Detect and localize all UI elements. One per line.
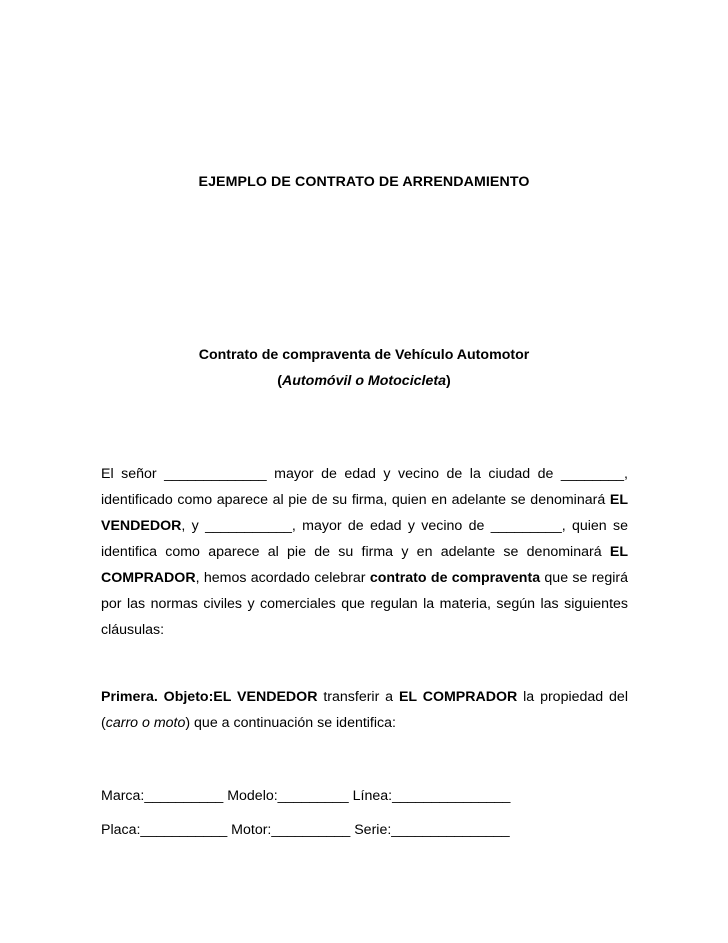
vehicle-fields-row-1: Marca:__________ Modelo:_________ Línea:_______________ (101, 788, 511, 804)
document-title: EJEMPLO DE CONTRATO DE ARRENDAMIENTO (198, 174, 530, 190)
clause-primera-vehicle: carro o moto (105, 715, 186, 731)
contract-subtitle: Contrato de compraventa de Vehículo Automotor (198, 347, 530, 363)
intro-paragraph (101, 461, 628, 643)
clause-primera-text-3: ) que a continuación se identifica: (185, 715, 396, 731)
clause-primera-paragraph (101, 684, 628, 736)
clause-primera-text-1: transferir a (317, 689, 399, 705)
clause-primera-text-2: la propiedad del ( (101, 689, 628, 731)
vehicle-fields-row-2: Placa:___________ Motor:__________ Serie:_______________ (101, 822, 510, 838)
intro-text-2: , y ___________, mayor de edad y vecino de _________, quien se identifica como aparece al pie de su firma y en adelante se denominará (101, 518, 628, 560)
paren-close: ) (445, 373, 451, 389)
intro-text-3: , hemos acordado celebrar (195, 570, 370, 586)
comprador-term: EL COMPRADOR (101, 544, 628, 586)
intro-text-1: El señor _____________ mayor de edad y vecino de la ciudad de ________, identificado como aparece al pie de su firma, quien en adelante se denominará (101, 466, 628, 508)
clause-primera-comprador: EL COMPRADOR (398, 689, 518, 705)
clause-primera-heading: Primera. Objeto:EL VENDEDOR (101, 689, 318, 705)
vehicle-type-italic: Automóvil o Motocicleta (282, 373, 446, 389)
vehicle-type-subtitle (0, 373, 728, 389)
contract-term: contrato de compraventa (369, 570, 541, 586)
vendedor-term: EL VENDEDOR (101, 492, 628, 534)
paren-open: ( (277, 373, 283, 389)
intro-text-4: que se regirá por las normas civiles y comerciales que regulan la materia, según las siguientes cláusulas: (101, 570, 628, 638)
